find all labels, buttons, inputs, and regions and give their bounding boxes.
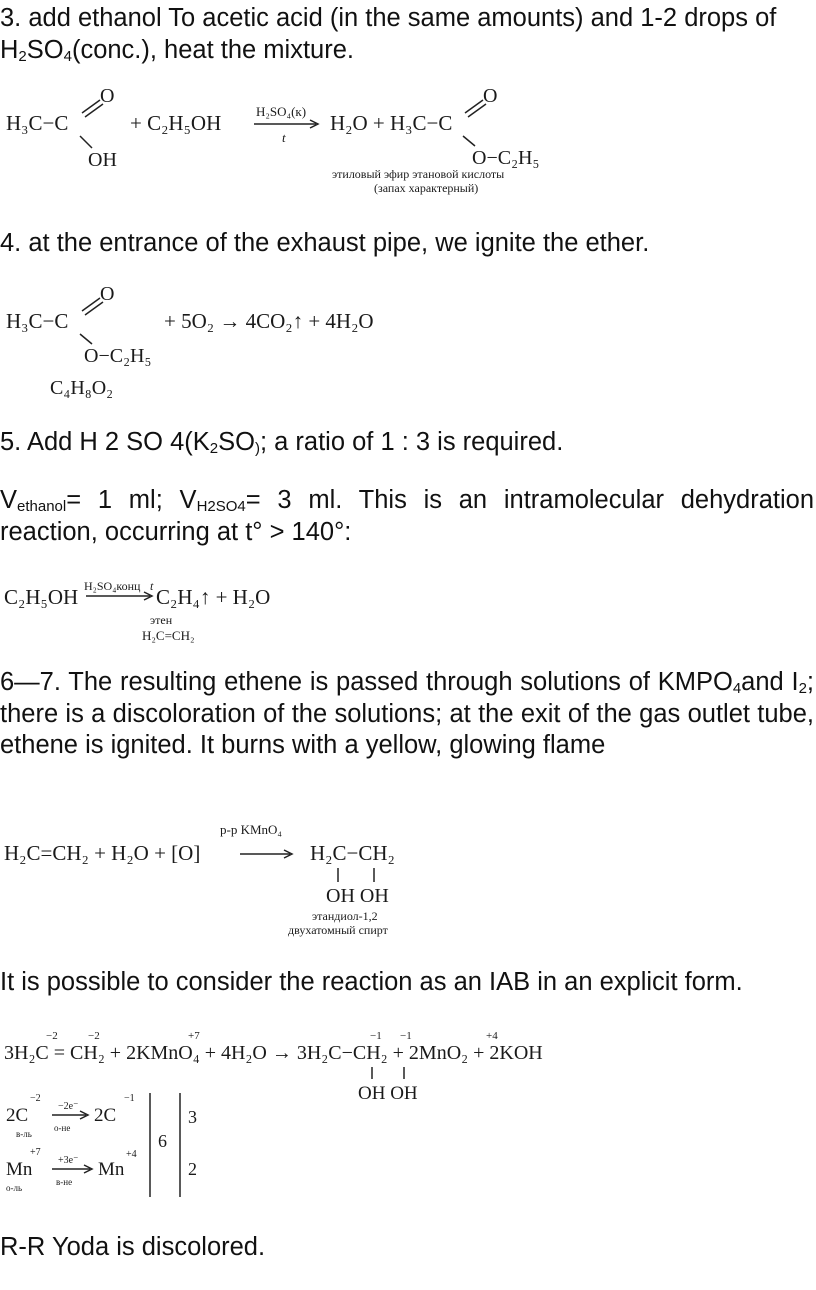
balance-coef-2: 2: [188, 1159, 197, 1179]
volumes-paragraph: $V_{ethanol}= 1$ ml; $V_{H2SO4}= 3$ ml. This is an intramolecular dehydration reaction, occurring at t° > 140°:: [0, 486, 815, 546]
balance-coef-1: 3: [188, 1107, 197, 1127]
eq4-hydroxyls: OH OH: [326, 885, 389, 907]
half1-left: 2C: [6, 1105, 29, 1126]
eq5-ox-c3: −1: [370, 1030, 382, 1042]
half1-ox-right: −1: [124, 1093, 135, 1104]
eq3-condition: H₂SO₄конц: [84, 579, 141, 593]
half1-electrons: −2e⁻: [58, 1101, 79, 1112]
dehydration-equation: [0, 570, 816, 650]
half2-ox-right: +4: [126, 1149, 137, 1160]
half1-ox-left: −2: [30, 1093, 41, 1104]
eq1-acid-carbonyl-o: O: [100, 85, 115, 107]
eq2-ester-carbon: H₃C−C: [6, 309, 69, 333]
eq1-temperature: t: [282, 130, 286, 145]
half2-process: в-не: [56, 1177, 73, 1187]
eq3-ethene-name: этен: [150, 613, 173, 627]
step-6-7-paragraph: 6—7. The resulting ethene is passed through solutions of $KMPO_4and$ $I_2$; there is a discoloration of the solutions; at the exit of the gas outlet tube, ethene is ignited. It burns with a yellow, glowing flame: [0, 668, 815, 759]
eq4-product-name: этандиол-1,2: [312, 909, 378, 923]
eq1-ester-ethoxy: O−C₂H₅: [472, 147, 540, 169]
eq1-acid-oh: OH: [88, 149, 117, 171]
final-observation: R-R Yoda is discolored.: [0, 1233, 266, 1261]
step-4-paragraph: 4. at the entrance of the exhaust pipe, we ignite the ether.: [0, 229, 650, 257]
ethene-oxidation-equation: [0, 820, 816, 945]
eq2-ethoxy: O−C₂H₅: [84, 345, 152, 367]
eq3-products: C₂H₄↑ + H₂O: [156, 585, 271, 609]
eq5-main: 3H₂C = CH₂ + 2KMnO₄ + 4H₂O → 3H₂C−CH₂ + 2MnO₂ + 2KOH: [4, 1042, 543, 1064]
redox-balance-equation: [0, 1025, 816, 1205]
eq1-ethanol: + C₂H₅OH: [130, 111, 222, 135]
eq4-product: H₂C−CH₂: [310, 841, 395, 865]
half2-electrons: +3e⁻: [58, 1155, 79, 1166]
ester-combustion-equation: [0, 280, 816, 405]
half1-right: 2C: [94, 1105, 117, 1126]
eq1-ester-carbonyl-o: O: [483, 85, 498, 107]
step-5-paragraph: 5. Add H 2 SO $4(K_2SO_)$; a ratio of 1 : 3 is required.: [0, 428, 564, 457]
eq2-carbonyl-o: O: [100, 283, 115, 305]
eq1-condition: H₂SO₄(к): [256, 104, 307, 119]
balance-lcm: 6: [158, 1131, 167, 1151]
eq4-reactants: H₂C=CH₂ + H₂O + [O]: [4, 841, 201, 865]
iab-paragraph: It is possible to consider the reaction as an IAB in an explicit form.: [0, 968, 743, 996]
eq5-ox-c1: −2: [46, 1030, 58, 1042]
step-3-paragraph: 3. add ethanol To acetic acid (in the same amounts) and 1-2 drops of $H_2SO_4(conc.)$, heat the mixture.: [0, 4, 777, 65]
eq5-ox-mn4: +4: [486, 1030, 498, 1042]
esterification-equation: [0, 80, 816, 205]
half2-ox-left: +7: [30, 1147, 41, 1158]
eq2-formula: C₄H₈O₂: [50, 377, 114, 399]
eq4-condition: р-р KMnO₄: [220, 822, 282, 837]
eq2-rest: + 5O₂ → 4CO₂↑ + 4H₂O: [164, 309, 374, 333]
eq1-ester-name: этиловый эфир этановой кислоты: [332, 167, 505, 181]
eq5-hydroxyls: OH OH: [358, 1083, 418, 1104]
half2-role: о-ль: [6, 1183, 23, 1193]
half2-right: Mn: [98, 1159, 125, 1180]
eq1-acid-carbon: H₃C−C: [6, 111, 69, 135]
eq5-ox-c2: −2: [88, 1030, 100, 1042]
half1-process: о-не: [54, 1123, 71, 1133]
eq3-temperature: t: [150, 579, 154, 593]
eq5-ox-mn7: +7: [188, 1030, 200, 1042]
eq3-ethene-structure: H₂C=CH₂: [142, 628, 195, 643]
eq1-ester-smell: (запах характерный): [374, 181, 479, 195]
half1-role: в-ль: [16, 1129, 32, 1139]
eq1-products: H₂O + H₃C−C: [330, 111, 453, 135]
half2-left: Mn: [6, 1159, 33, 1180]
eq5-ox-c4: −1: [400, 1030, 412, 1042]
eq3-ethanol: C₂H₅OH: [4, 585, 79, 609]
eq4-product-desc: двухатомный спирт: [288, 923, 388, 937]
